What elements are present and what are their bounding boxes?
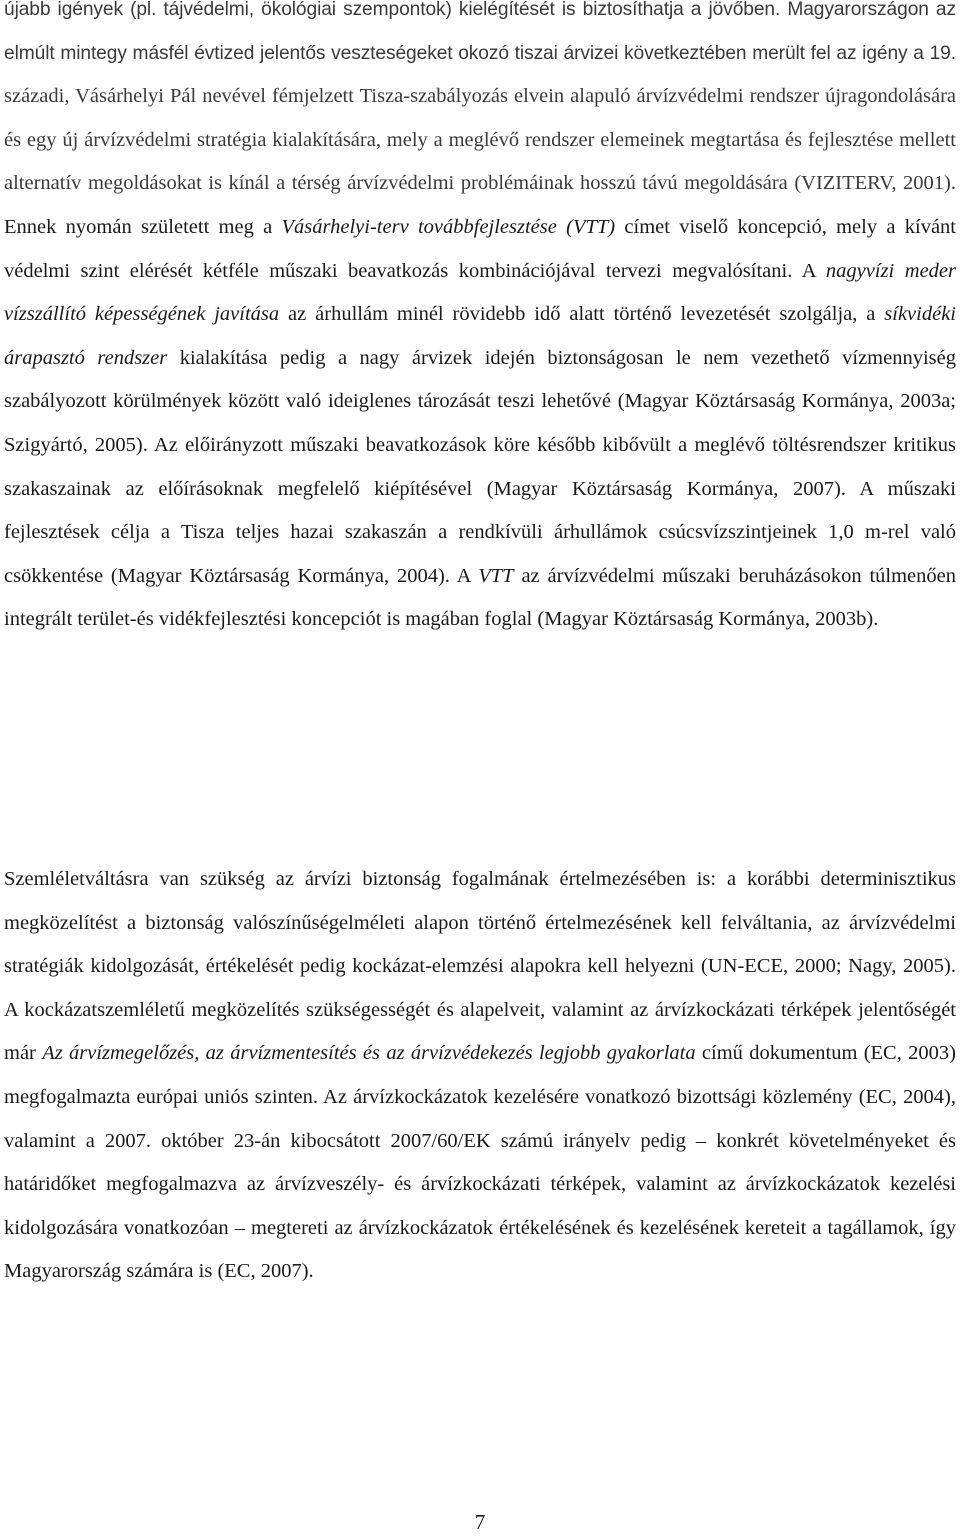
italic-term: Vásárhelyi-terv továbbfejlesztése (VTT) (281, 215, 616, 238)
italic-document-title: Az árvízmegelőzés, az árvízmentesítés és az árvízvédekezés legjobb gyakorlata (42, 1042, 696, 1065)
paragraph-vtt (4, 0, 956, 642)
paragraph-text: az árvízvédelmi műszaki beruházásokon túlmenően integrált terület-és vidékfejlesztési koncepciót is magában foglal (Magyar Köztársaság Kormánya, 2003b). (4, 564, 956, 631)
paragraph-text: századi, Vásárhelyi Pál nevével fémjelzett Tisza-szabályozás elvein alapuló árvízvédelmi rendszer újragondolására és egy új árvízvédelmi stratégia kialakítására, mely a meglévő rendszer elemeinek megtartása és fejlesztése mellett alternatív megoldásokat is kínál a térség árvízvédelmi problémáinak hosszú távú megoldására (VIZITERV, 2001). (4, 85, 956, 195)
italic-term: síkvidéki árapasztó rendszer (4, 303, 956, 369)
paragraph-text: az árhullám minél rövidebb idő alatt történő levezetését szolgálja, a (279, 303, 885, 326)
paragraph-text: című dokumentum (EC, 2003) megfogalmazta európai uniós szinten. Az árvízkockázatok kezelésére vonatkozó bizottsági közlemény (EC, 2004), valamint a 2007. október 23-án kibocsátott 2007/60/EK számú irányelv pedig – konkrét követelményeket és határidőket megfogalmazva az árvízveszély- és árvízkockázati térképek, valamint az árvízkockázatok kezelési kidolgozására vonatkozóan – megtereti az árvízkockázatok értékelésének és kezelésének kereteit a tagállamok, így Magyarország számára is (EC, 2007). (4, 1042, 956, 1283)
paragraph-risk-approach (4, 858, 956, 1294)
italic-term: nagyvízi meder vízszállító képességének javítása (4, 259, 956, 326)
page-number: 7 (474, 1510, 486, 1534)
italic-term: VTT (478, 564, 514, 587)
paragraph-text: kialakítása pedig a nagy árvizek idején biztonságosan le nem vezethető vízmennyiség szabályozott körülmények között való ideiglenes tározását teszi lehetővé (Magyar Köztársaság Kormánya, 2003a; Szigyártó, 2005). Az előirányzott műszaki beavatkozások köre később kibővült a meglévő töltésrendszer kritikus szakaszainak az előírásoknak megfelelő kiépítésével (Magyar Köztársaság Kormánya, 2007). A műszaki fejlesztések célja a Tisza teljes hazai szakaszán a rendkívüli árhullámok csúcsvízszintjeinek 1,0 m-rel való csökkentése (Magyar Köztársaság Kormánya, 2004). A (4, 346, 956, 587)
paragraph-lead-text: újabb igények (pl. tájvédelmi, ökológiai szempontok) kielégítését is biztosíthatja a jövőben. Magyarországon az elmúlt mintegy másfél évtized jelentős veszteségeket okozó tiszai árvizei következtében merült fel az igény a 19. (4, 0, 956, 64)
paragraph-text: Ennek nyomán született meg a (4, 215, 282, 238)
paragraph-text: Szemléletváltásra van szükség az árvízi biztonság fogalmának értelmezésében is: a korábbi determinisztikus megközelítést a biztonság valószínűségelméleti alapon történő értelmezésének kell felváltania, az árvízvédelmi stratégiák kidolgozását, értékelését pedig kockázat-elemzési alapokra kell helyezni (UN-ECE, 2000; Nagy, 2005). A kockázatszemléletű megközelítés szükségességét és alapelveit, valamint az árvízkockázati térképek jelentőségét már (4, 868, 956, 1065)
paragraph-text: címet viselő koncepció, mely a kívánt védelmi szint elérését kétféle műszaki beavatkozás kombinációjával tervezi megvalósítani. A (4, 215, 957, 282)
